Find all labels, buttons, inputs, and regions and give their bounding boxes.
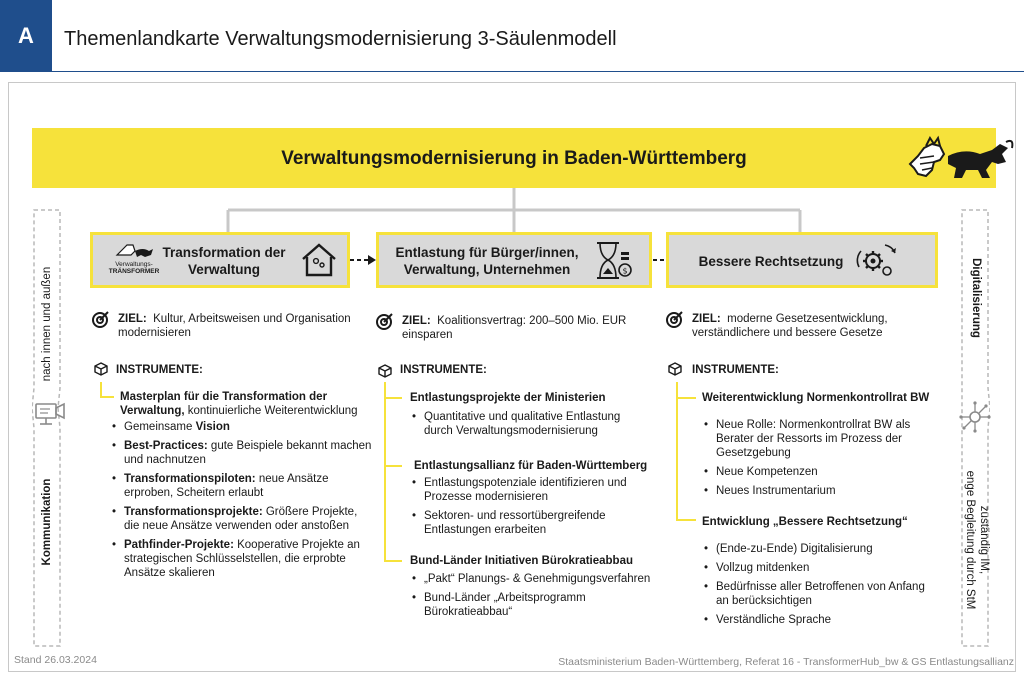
masterplan-heading-rest: kontinuierliche Weiterentwicklung xyxy=(187,405,358,417)
instruments-heading: INSTRUMENTE: xyxy=(116,364,203,376)
list-item: • Quantitative und qualitative Entlastung durch Verwaltungsmodernisierung xyxy=(410,410,650,438)
goal-rechtsetzung-line1: moderne Gesetzesentwicklung, xyxy=(727,313,888,325)
entlastungsallianz-list xyxy=(410,476,650,542)
list-item: • Vollzug mitdenken xyxy=(702,561,938,575)
list-item xyxy=(110,472,372,500)
instruments-heading: INSTRUMENTE: xyxy=(400,364,487,376)
bessere-rechtsetzung-list xyxy=(702,542,938,632)
communication-icon xyxy=(34,398,68,432)
cube-icon xyxy=(378,364,392,378)
list-item xyxy=(110,439,372,467)
normenkontrollrat-heading: Weiterentwicklung Normenkontrollrat BW xyxy=(702,392,930,404)
target-icon xyxy=(666,310,684,328)
list-item xyxy=(110,505,372,533)
yellow-bracket-line xyxy=(384,382,386,562)
transformation-instruments-list xyxy=(110,420,372,585)
pillar-transformation-title xyxy=(159,244,289,278)
pillar-entlastung xyxy=(376,232,652,288)
cube-icon xyxy=(94,362,108,376)
goal-transformation-line1: Kultur, Arbeitsweisen und Organisation xyxy=(153,313,351,325)
yellow-bracket-line xyxy=(100,396,114,398)
gears-icon xyxy=(855,239,899,283)
yellow-bracket-line xyxy=(384,397,402,399)
yellow-bracket-line xyxy=(384,560,402,562)
list-item-text: Gemeinsame xyxy=(124,421,196,433)
entlastungsprojekte-list xyxy=(410,410,650,443)
list-item: • „Pakt“ Planungs- & Genehmigungsverfahren xyxy=(410,572,660,586)
normenkontrollrat-list xyxy=(702,418,938,503)
list-item-text: gute Beispiele bekannt machen und nachnutzen xyxy=(124,440,372,466)
yellow-bracket-line xyxy=(384,465,402,467)
pillar-rechtsetzung xyxy=(666,232,938,288)
instruments-heading: INSTRUMENTE: xyxy=(692,364,779,376)
list-item: • Neue Kompetenzen xyxy=(702,465,938,479)
pillar-entlastung-title xyxy=(387,244,587,278)
list-item: • Bund-Länder „Arbeitsprogramm Bürokratieabbau“ xyxy=(410,591,660,619)
list-item-text: neue Ansätze erproben, Scheitern erlaubt xyxy=(124,473,329,499)
side-label-enge-begleitung: enge Begleitung durch StM xyxy=(964,470,976,610)
list-item xyxy=(110,420,372,434)
entlastungsallianz-heading: Entlastungsallianz für Baden-Württemberg xyxy=(414,460,648,472)
pillar-rechtsetzung-title: Bessere Rechtsetzung xyxy=(698,254,844,269)
goal-entlastung-label: ZIEL: xyxy=(402,315,431,327)
list-item: • Bedürfnisse aller Betroffenen von Anfang an berücksichtigen xyxy=(702,580,938,608)
goal-rechtsetzung-label: ZIEL: xyxy=(692,313,721,325)
goal-transformation-label: ZIEL: xyxy=(118,313,147,325)
bund-laender-list xyxy=(410,572,660,624)
pillar-entlastung-title-line2: Verwaltung, Unternehmen xyxy=(403,262,571,277)
footer-source: Staatsministerium Baden-Württemberg, Referat 16 - TransformerHub_bw & GS Entlastungsallianz xyxy=(558,656,1014,668)
transformer-logo-text xyxy=(103,261,165,275)
target-icon xyxy=(376,312,394,330)
goal-entlastung-line2: einsparen xyxy=(402,329,453,341)
pillar-transformation-title-line1: Transformation der xyxy=(162,245,286,260)
yellow-bracket-line xyxy=(676,382,678,520)
list-item: • Neues Instrumentarium xyxy=(702,484,938,498)
list-item: • Verständliche Sprache xyxy=(702,613,938,627)
list-item-bold: Transformationspiloten: xyxy=(124,473,256,485)
list-item-bold: Pathfinder-Projekte: xyxy=(124,539,234,551)
side-label-digitalisierung: Digitalisierung xyxy=(970,258,982,338)
hourglass-money-icon xyxy=(593,240,633,282)
side-label-nach-innen: nach innen und außen xyxy=(41,266,53,382)
goal-transformation xyxy=(118,312,378,340)
digital-circuit-icon xyxy=(958,400,992,434)
list-item-text: Größere Projekte, die neue Ansätze verwenden oder anstoßen xyxy=(124,506,358,532)
list-item: • (Ende-zu-Ende) Digitalisierung xyxy=(702,542,938,556)
house-icon xyxy=(299,241,339,279)
list-item-bold: Transformationsprojekte: xyxy=(124,506,263,518)
transformer-logo-line1: Verwaltungs- xyxy=(115,261,153,268)
bund-laender-heading: Bund-Länder Initiativen Bürokratieabbau xyxy=(410,555,633,567)
target-icon xyxy=(92,310,110,328)
masterplan-heading-bold: Masterplan für die Transformation der Verwaltung, xyxy=(120,391,328,417)
goal-entlastung xyxy=(402,314,662,342)
list-item-bold: Best-Practices: xyxy=(124,440,208,452)
transformer-logo-line2: TRÄNSFORMER xyxy=(108,268,160,275)
goal-entlastung-line1: Koalitionsvertrag: 200–500 Mio. EUR xyxy=(437,315,627,327)
pillar-entlastung-title-line1: Entlastung für Bürger/innen, xyxy=(395,245,579,260)
section-badge: A xyxy=(0,0,52,72)
masterplan-heading xyxy=(120,390,370,418)
svg-text:$: $ xyxy=(622,266,628,276)
yellow-bracket-line xyxy=(676,519,696,521)
cube-icon xyxy=(668,362,682,376)
list-item-bold: Vision xyxy=(195,421,230,433)
yellow-bracket-line xyxy=(676,397,696,399)
list-item: • Neue Rolle: Normenkontrollrat BW als Berater der Ressorts im Prozess der Gesetzgebung xyxy=(702,418,938,460)
pillar-transformation xyxy=(90,232,350,288)
pillar-transformation-title-line2: Verwaltung xyxy=(187,262,260,277)
bessere-rechtsetzung-heading: Entwicklung „Bessere Rechtsetzung“ xyxy=(702,516,908,528)
list-item-text: Kooperative Projekte an strategischen Schlüsselstellen, die erprobte Ansätze skalieren xyxy=(124,539,360,579)
goal-rechtsetzung-line2: verständlichere und bessere Gesetze xyxy=(692,327,883,339)
side-label-zustaendig-im: zuständig IM, xyxy=(978,505,990,575)
banner-title: Verwaltungsmodernisierung in Baden-Württemberg xyxy=(281,148,747,169)
page-title: Themenlandkarte Verwaltungsmodernisierung 3-Säulenmodell xyxy=(64,28,617,50)
goal-rechtsetzung xyxy=(692,312,952,340)
list-item: • Sektoren- und ressortübergreifende Entlastungen erarbeiten xyxy=(410,509,650,537)
list-item: • Entlastungspotenziale identifizieren und Prozesse modernisieren xyxy=(410,476,650,504)
footer-date: Stand 26.03.2024 xyxy=(14,654,97,666)
goal-transformation-line2: modernisieren xyxy=(118,327,191,339)
side-label-kommunikation: Kommunikation xyxy=(41,478,53,566)
transformer-logo-icon xyxy=(113,241,155,261)
list-item xyxy=(110,538,372,580)
entlastungsprojekte-heading: Entlastungsprojekte der Ministerien xyxy=(410,392,606,404)
